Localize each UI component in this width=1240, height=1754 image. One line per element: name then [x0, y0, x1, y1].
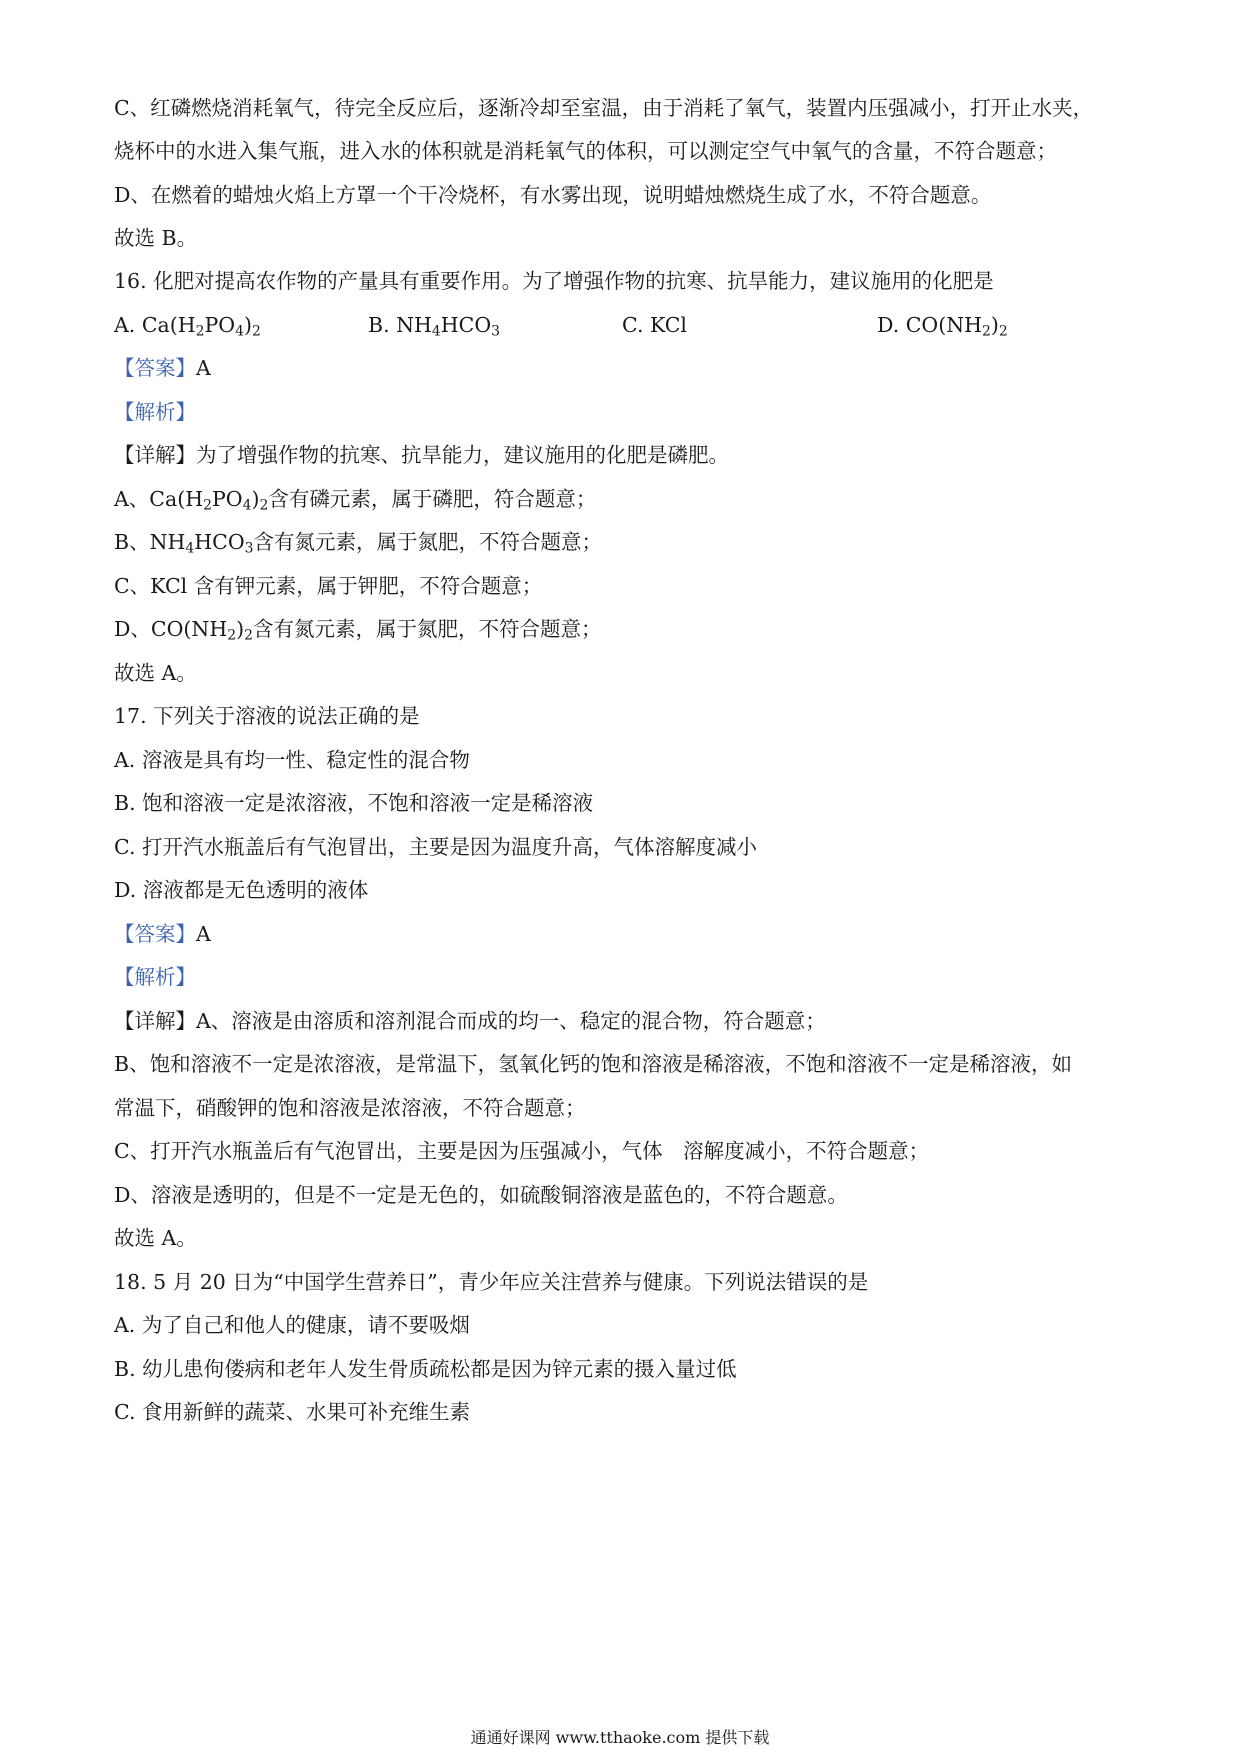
- q16-stem: 16. 化肥对提高农作物的产量具有重要作用。为了增强作物的抗寒、抗旱能力，建议施用的化肥是: [114, 269, 994, 293]
- q17-explanation-d: D、溶液是透明的，但是不一定是无色的，如硫酸铜溶液是蓝色的，不符合题意。: [114, 1183, 848, 1207]
- q17-stem: 17. 下列关于溶液的说法正确的是: [114, 704, 420, 728]
- q16-explanation-c: C、KCl 含有钾元素，属于钾肥，不符合题意；: [114, 574, 543, 598]
- q17-analysis-heading: 【解析】: [114, 965, 196, 989]
- q16-option-b: B. $NH_4HCO_3$: [368, 313, 501, 340]
- q17-explanation-c: C、打开汽水瓶盖后有气泡冒出，主要是因为压强减小，气体 溶解度减小，不符合题意；: [114, 1139, 930, 1163]
- q16-answer: [114, 353, 211, 383]
- prev-explanation-c-line2: 烧杯中的水进入集气瓶，进入水的体积就是消耗氧气的体积，可以测定空气中氧气的含量，不符合题意；: [114, 139, 1057, 163]
- q17-choice: 故选 A。: [114, 1226, 197, 1250]
- q18-option-c: C. 食用新鲜的蔬菜、水果可补充维生素: [114, 1400, 470, 1424]
- q17-explanation-a: 【详解】A、溶液是由溶质和溶剂混合而成的均一、稳定的混合物，符合题意；: [114, 1009, 826, 1033]
- answer-value: A: [196, 356, 211, 380]
- answer-tag: 【答案】: [114, 922, 196, 946]
- q16-option-a: A. $Ca(H_2PO_4)_2$: [114, 313, 261, 340]
- prev-explanation-c-line1: C、红磷燃烧消耗氧气，待完全反应后，逐渐冷却至室温，由于消耗了氧气，装置内压强减小，打开止水夹，: [114, 96, 1094, 120]
- page-footer: 通通好课网 www.tthaoke.com 提供下载: [470, 1728, 770, 1747]
- answer-tag: 【答案】: [114, 356, 196, 380]
- q18-stem: 18. 5 月 20 日为“中国学生营养日”，青少年应关注营养与健康。下列说法错误的是: [114, 1270, 869, 1294]
- q17-explanation-b-line2: 常温下，硝酸钾的饱和溶液是浓溶液，不符合题意；: [114, 1096, 586, 1120]
- q16-option-d: D. $CO(NH_2)_2$: [877, 313, 1008, 340]
- q17-explanation-b-line1: B、饱和溶液不一定是浓溶液，是常温下，氢氧化钙的饱和溶液是稀溶液，不饱和溶液不一定是稀溶液，如: [114, 1052, 1073, 1076]
- answer-value: A: [196, 922, 211, 946]
- detail-tag: 【详解】: [114, 443, 196, 467]
- q16-choice: 故选 A。: [114, 661, 197, 685]
- prev-choice: 故选 B。: [114, 226, 198, 250]
- q16-analysis-heading: 【解析】: [114, 400, 196, 424]
- q16-option-c: C. KCl: [622, 313, 687, 337]
- q16-explanation-a: A、$Ca(H_2PO_4)_2$含有磷元素，属于磷肥，符合题意；: [114, 487, 597, 514]
- detail-tag: 【详解】: [114, 1009, 196, 1033]
- prev-explanation-d: D、在燃着的蜡烛火焰上方罩一个干冷烧杯，有水雾出现，说明蜡烛燃烧生成了水，不符合题意。: [114, 183, 992, 207]
- q16-detail: 【详解】为了增强作物的抗寒、抗旱能力，建议施用的化肥是磷肥。: [114, 443, 729, 467]
- q17-option-c: C. 打开汽水瓶盖后有气泡冒出，主要是因为温度升高，气体溶解度减小: [114, 835, 757, 859]
- q17-option-d: D. 溶液都是无色透明的液体: [114, 878, 369, 902]
- q18-option-a: A. 为了自己和他人的健康，请不要吸烟: [114, 1313, 470, 1337]
- q16-explanation-b: B、$NH_4HCO_3$含有氮元素，属于氮肥，不符合题意；: [114, 530, 603, 557]
- q17-option-a: A. 溶液是具有均一性、稳定性的混合物: [114, 748, 470, 772]
- q17-option-b: B. 饱和溶液一定是浓溶液，不饱和溶液一定是稀溶液: [114, 791, 594, 815]
- q17-answer: [114, 919, 211, 949]
- q18-option-b: B. 幼儿患佝偻病和老年人发生骨质疏松都是因为锌元素的摄入量过低: [114, 1357, 737, 1381]
- q16-explanation-d: D、$CO(NH_2)_2$含有氮元素，属于氮肥，不符合题意；: [114, 617, 602, 644]
